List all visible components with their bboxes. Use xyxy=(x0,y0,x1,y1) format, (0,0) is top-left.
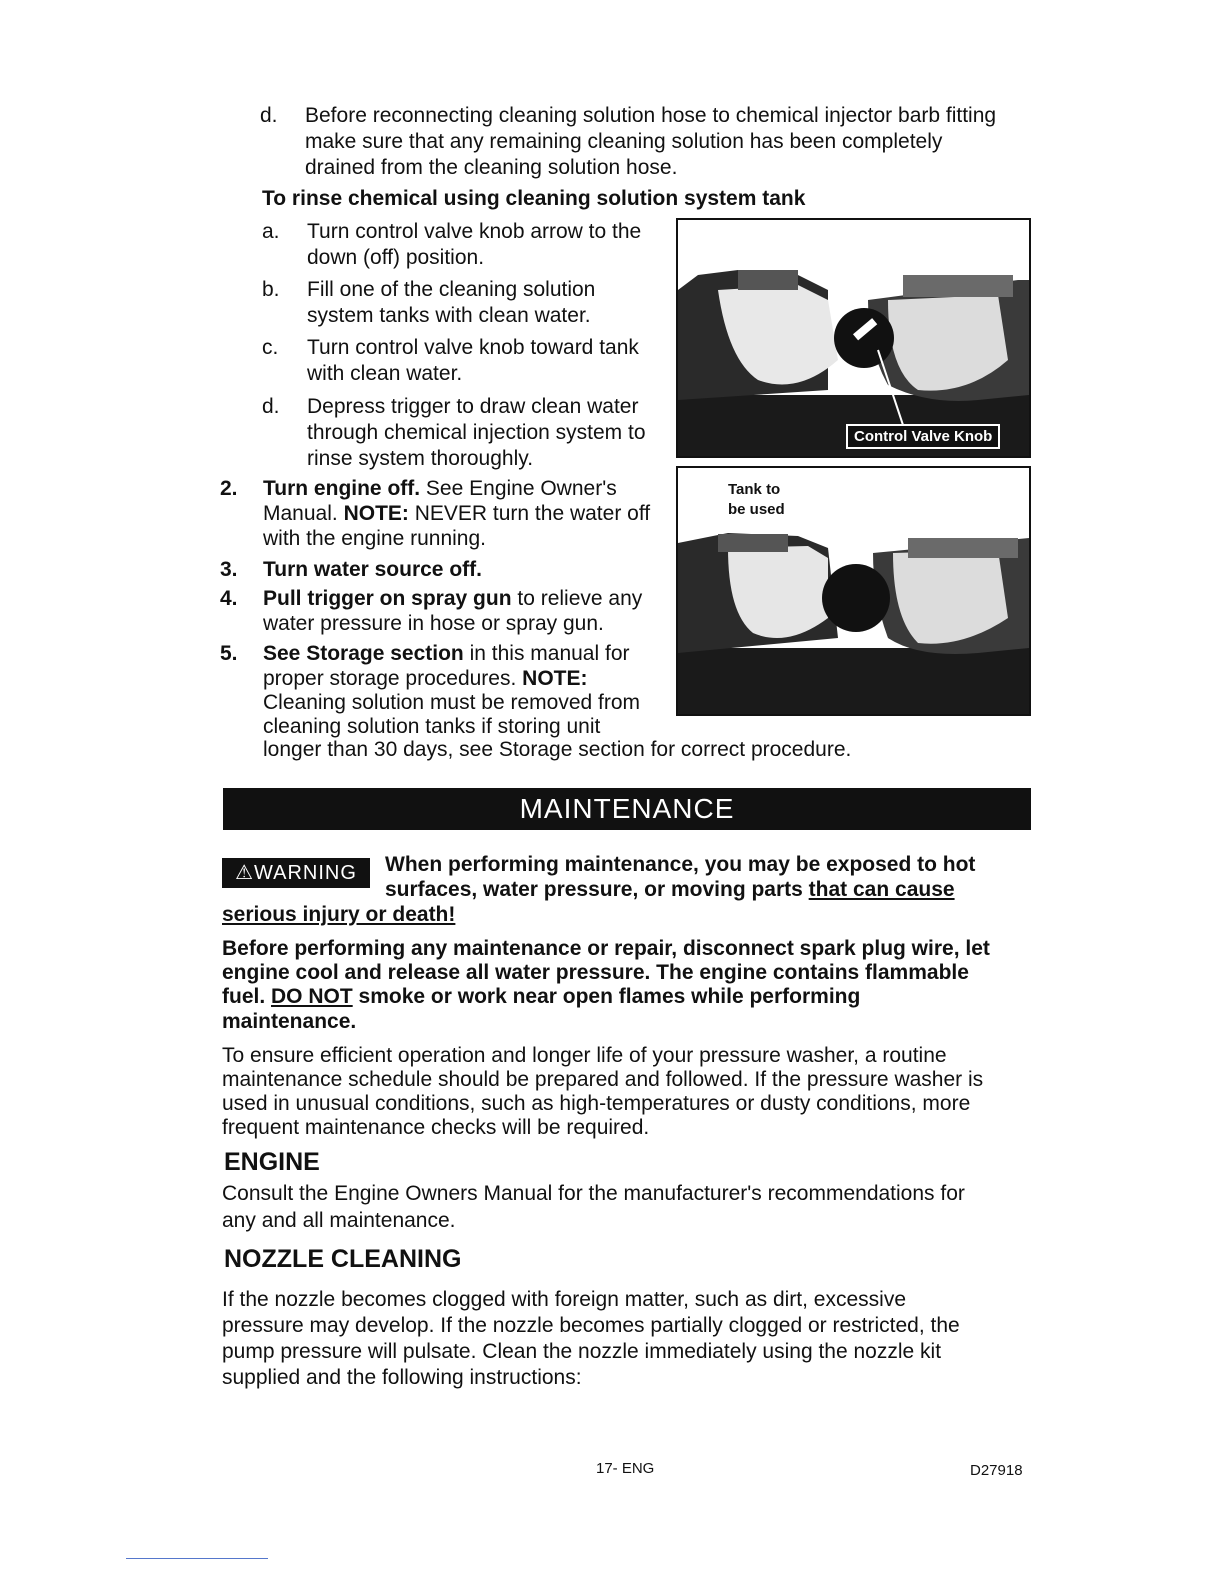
step-5-line: longer than 30 days, see Storage section for correct procedure. xyxy=(263,738,852,761)
step-letter: d. xyxy=(262,395,280,418)
step-text-line: drained from the cleaning solution hose. xyxy=(305,156,678,179)
step-letter: d. xyxy=(260,104,278,127)
step-text-line: down (off) position. xyxy=(307,246,485,269)
control-valve-photo xyxy=(676,218,1031,458)
step-text-line: with clean water. xyxy=(307,362,463,385)
nozzle-heading: NOZZLE CLEANING xyxy=(224,1245,462,1273)
paragraph-line: pump pressure will pulsate. Clean the nozzle immediately using the nozzle kit xyxy=(222,1340,942,1363)
rinse-heading: To rinse chemical using cleaning solution system tank xyxy=(262,187,806,210)
step-text-line: Before reconnecting cleaning solution hose to chemical injector barb fitting xyxy=(305,104,997,127)
step-text-line: system tanks with clean water. xyxy=(307,304,591,327)
step-2-line: Turn engine off. See Engine Owner's xyxy=(263,477,617,500)
step-letter: a. xyxy=(262,220,280,243)
paragraph-line: supplied and the following instructions: xyxy=(222,1366,582,1389)
safety-line: engine cool and release all water pressure. The engine contains flammable xyxy=(222,961,969,984)
step-5-line: Cleaning solution must be removed from xyxy=(263,691,641,714)
step-text-line: Fill one of the cleaning solution xyxy=(307,278,596,301)
step-text-line: through chemical injection system to xyxy=(307,421,646,444)
safety-line: fuel. DO NOT smoke or work near open flames while performing xyxy=(222,985,861,1008)
warning-badge: ⚠WARNING xyxy=(222,858,370,888)
engine-heading: ENGINE xyxy=(224,1148,320,1176)
paragraph-line: used in unusual conditions, such as high-temperatures or dusty conditions, more xyxy=(222,1092,971,1115)
warning-line: When performing maintenance, you may be exposed to hot xyxy=(385,853,976,876)
step-number: 3. xyxy=(220,558,238,581)
control-valve-label: Control Valve Knob xyxy=(846,424,1000,449)
step-text-line: Turn control valve knob arrow to the xyxy=(307,220,642,243)
paragraph-line: Consult the Engine Owners Manual for the manufacturer's recommendations for xyxy=(222,1182,965,1205)
paragraph-line: To ensure efficient operation and longer life of your pressure washer, a routine xyxy=(222,1044,947,1067)
footnote-rule xyxy=(126,1558,268,1559)
step-number: 5. xyxy=(220,642,238,665)
step-2-line: with the engine running. xyxy=(263,527,486,550)
step-5-line: See Storage section in this manual for xyxy=(263,642,630,665)
maintenance-title: MAINTENANCE xyxy=(223,788,1031,830)
paragraph-line: frequent maintenance checks will be required. xyxy=(222,1116,650,1139)
safety-line: maintenance. xyxy=(222,1010,357,1033)
step-text-line: Turn control valve knob toward tank xyxy=(307,336,639,359)
step-text-line: rinse system thoroughly. xyxy=(307,447,534,470)
tank-photo xyxy=(676,466,1031,716)
step-number: 4. xyxy=(220,587,238,610)
step-text-line: make sure that any remaining cleaning solution has been completely xyxy=(305,130,943,153)
paragraph-line: pressure may develop. If the nozzle becomes partially clogged or restricted, the xyxy=(222,1314,960,1337)
step-number: 2. xyxy=(220,477,238,500)
step-4-line: water pressure in hose or spray gun. xyxy=(263,612,604,635)
step-3-line: Turn water source off. xyxy=(263,558,482,581)
warning-line: surfaces, water pressure, or moving parts that can cause xyxy=(385,878,955,901)
step-text-line: Depress trigger to draw clean water xyxy=(307,395,639,418)
paragraph-line: If the nozzle becomes clogged with foreign matter, such as dirt, excessive xyxy=(222,1288,907,1311)
paragraph-line: maintenance schedule should be prepared and followed. If the pressure washer is xyxy=(222,1068,984,1091)
paragraph-line: any and all maintenance. xyxy=(222,1209,456,1232)
warning-line: serious injury or death! xyxy=(222,903,456,926)
step-4-line: Pull trigger on spray gun to relieve any xyxy=(263,587,643,610)
step-letter: c. xyxy=(262,336,279,359)
step-5-line: cleaning solution tanks if storing unit xyxy=(263,715,601,738)
step-letter: b. xyxy=(262,278,280,301)
page-number: 17- ENG xyxy=(596,1460,655,1477)
document-code: D27918 xyxy=(970,1462,1023,1479)
tank-label: Tank to be used xyxy=(728,481,785,518)
step-5-line: proper storage procedures. NOTE: xyxy=(263,667,588,690)
safety-line: Before performing any maintenance or repair, disconnect spark plug wire, let xyxy=(222,937,990,960)
step-2-line: Manual. NOTE: NEVER turn the water off xyxy=(263,502,651,525)
